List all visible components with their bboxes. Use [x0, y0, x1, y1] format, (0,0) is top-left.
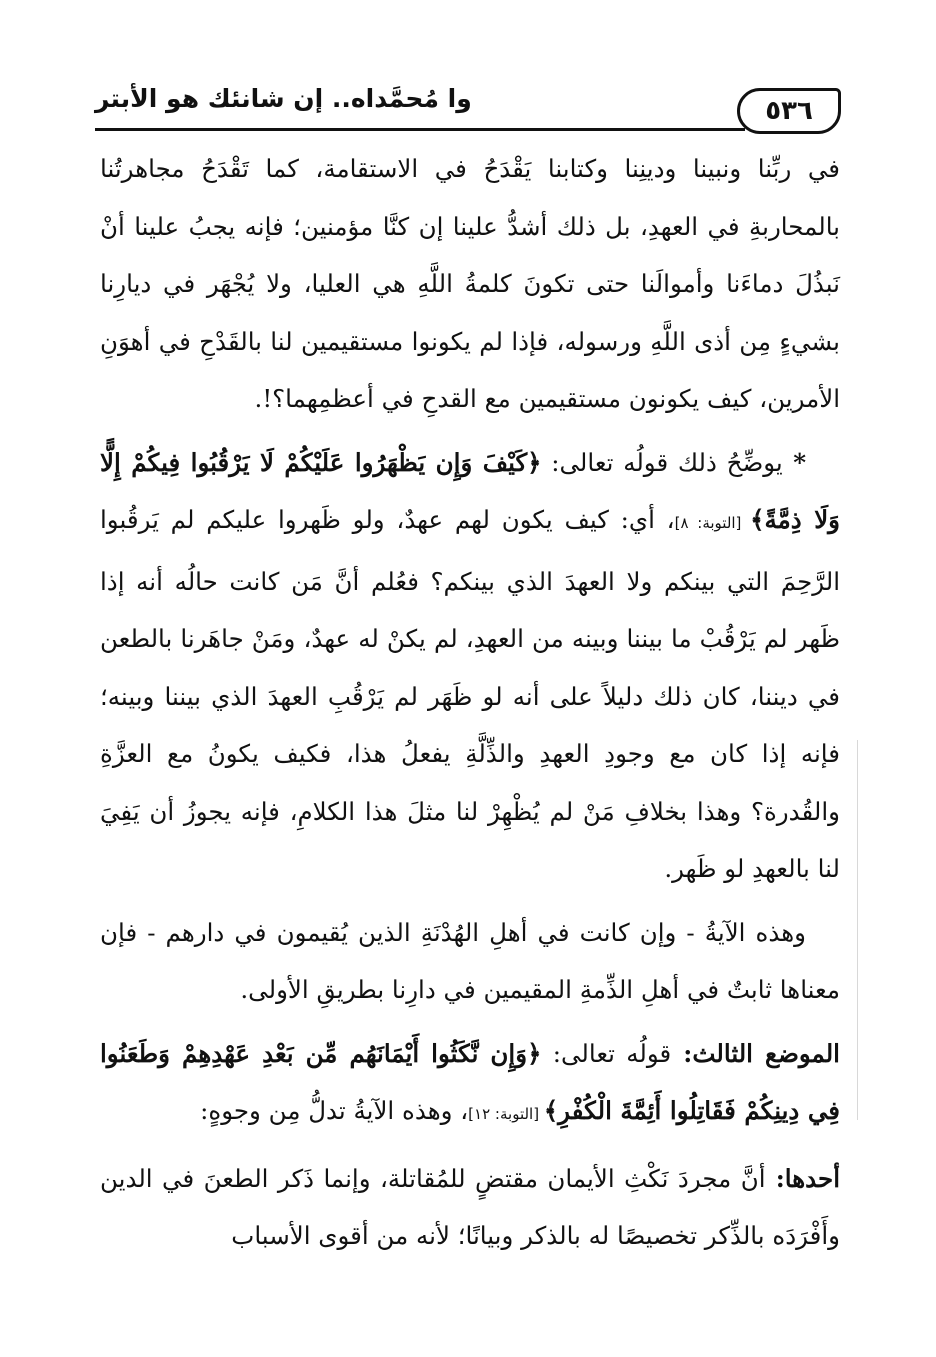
quran-verse: ﴿كَيْفَ وَإِن يَظْهَرُوا عَلَيْكُمْ لَا يَرْقُبُوا فِيكُمْ إِلًّا وَلَا ذِمَّةً﴾: [100, 447, 841, 534]
text-segment: ، وهذه الآيةُ تدلُّ مِن وجوهٍ:: [200, 1096, 469, 1125]
text-segment: وهذه الآيةُ - وإن كانت في أهلِ الهُدْنَةِ الذين يُقيمون في دارهم - فإن معناها ثابتٌ في أهلِ الذِّمةِ المقيمين في دارِنا بطريقِ الأولى.: [100, 917, 840, 1004]
verse-reference: [التوبة: ١٢]: [468, 1105, 544, 1123]
page-header: [95, 78, 841, 136]
page-body: [100, 140, 840, 1265]
text-segment: ، أي: كيف يكون لهم عهدٌ، ولو ظَهروا عليكم لم يَرقُبوا الرَّحِمَ التي بينكم ولا العهدَ الذي بينكم؟ فعُلم أنَّ مَن كانت حالُه أنه إذا ظَهر لم يَرْقُبْ ما بيننا وبينه من العهدِ، لم يكنْ له عهدٌ، ومَنْ جاهَرنا بالطعن في ديننا، كان ذلك دليلاً على أنه لو ظَهَر لم يَرْقُبِ العهدَ الذي بيننا وبينه؛ فإنه إذا كان مع وجودِ العهدِ والذِّلَّةِ يفعلُ هذا، فكيف يكونُ مع العزَّةِ والقُدرة؟ وهذا بخلافِ مَنْ لم يُظْهِرْ لنا مثلَ هذا الكلامِ، فإنه يجوزُ أن يَفِيَ لنا بالعهدِ لو ظَهر.: [100, 505, 840, 883]
paragraph: [100, 1150, 840, 1265]
text-segment: يوضِّحُ ذلك قولُه تعالى:: [541, 447, 783, 477]
verse-reference: [التوبة: ٨]: [674, 514, 751, 532]
page-number: ٥٣٦: [737, 88, 841, 134]
text-segment: أنَّ مجردَ نَكْثِ الأيمان مقتضٍ للمُقاتلة، وإنما ذَكر الطعنَ في الدين وأَفْرَدَه بالذِّكر تخصيصًا له بالذكر وبيانًا؛ لأنه من أقوى الأسباب: [100, 1163, 840, 1250]
text-segment: في ربِّنا ونبينا ودينِنا وكتابنا يَقْدَحُ في الاستقامة، كما تَقْدَحُ مجاهرتُنا بالمحاربةِ في العهدِ، بل ذلك أشدُّ علينا إن كنَّا مؤمنين؛ فإنه يجبُ علينا أنْ نَبذُلَ دماءَنا وأموالَنا حتى تكونَ كلمةُ اللَّهِ هي العليا، ولا يُجْهَر في ديارِنا بشيءٍ مِن أذى اللَّهِ ورسوله، فإذا لم يكونوا مستقيمين لنا بالقَدْحِ في أهوَنِ الأمرين، كيف يكونون مستقيمين مع القدحِ في أعظمِهما؟!.: [100, 154, 840, 413]
paragraph: [100, 1025, 840, 1144]
scan-margin-line: [857, 740, 858, 1120]
paragraph: [100, 140, 840, 428]
section-lead: أحدها:: [765, 1163, 840, 1193]
running-title: وا مُحمَّداه.. إن شانئك هو الأبتر: [95, 84, 472, 113]
section-lead: الموضع الثالث:: [671, 1038, 840, 1068]
header-rule: [95, 128, 745, 131]
quran-verse: ﴿وَإِن نَّكَثُوا أَيْمَانَهُم مِّن بَعْدِ عَهْدِهِمْ وَطَعَنُوا فِي دِينِكُمْ فَقَاتِلُوا أَئِمَّةَ الْكُفْرِ﴾: [100, 1038, 840, 1125]
paragraph: [100, 434, 840, 898]
text-segment: قولُه تعالى:: [541, 1038, 672, 1068]
paragraph: [100, 904, 840, 1019]
star-marker: *: [782, 447, 807, 477]
